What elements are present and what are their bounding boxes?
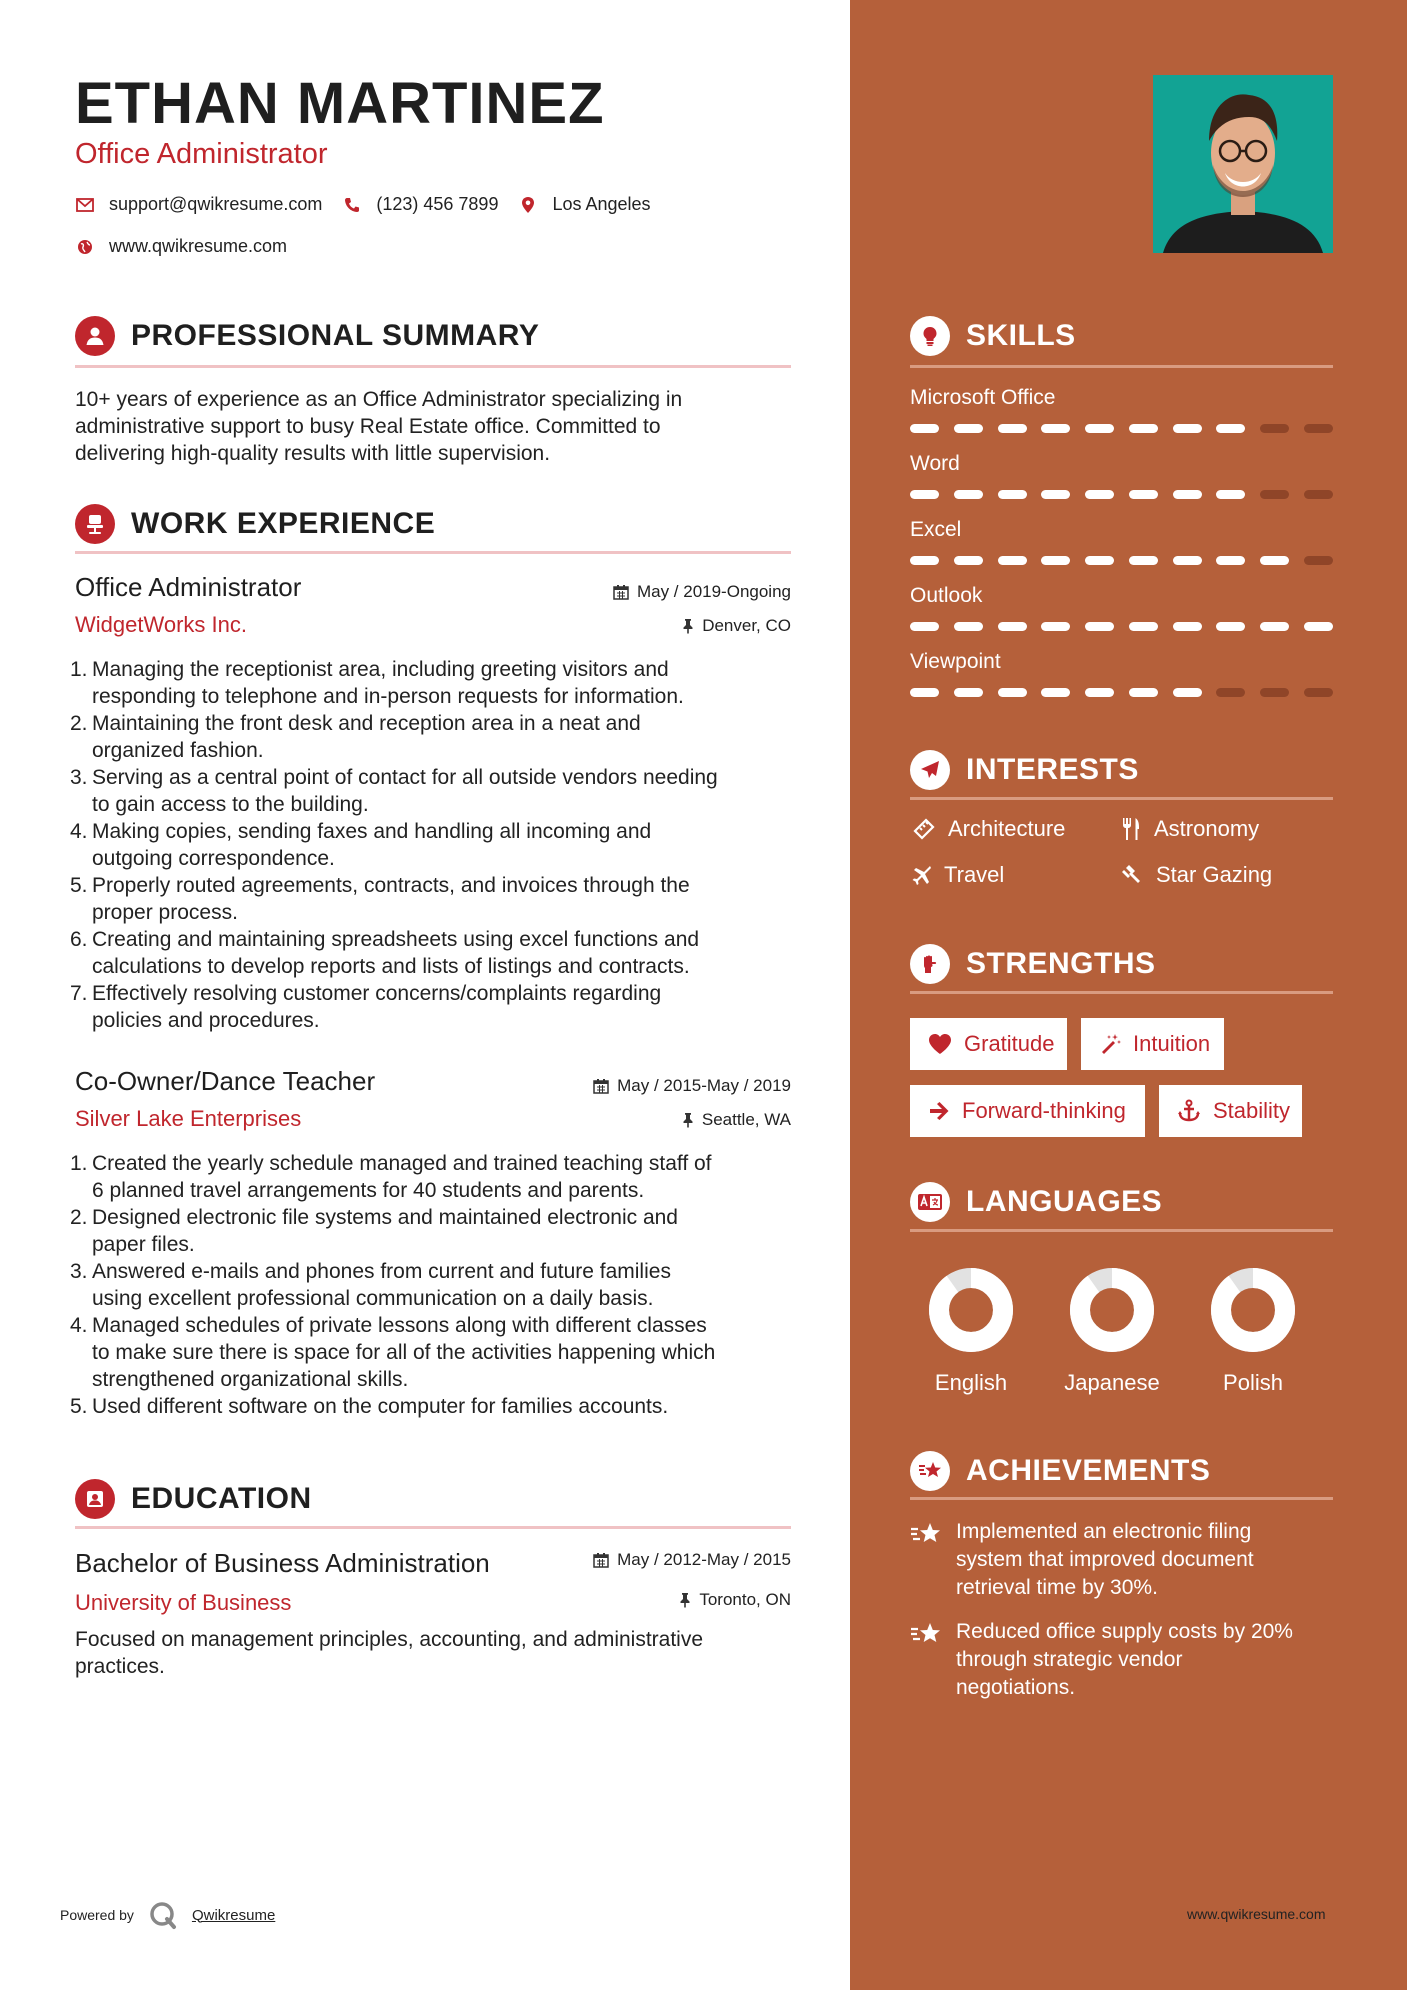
skill-dash-filled: [1129, 556, 1158, 565]
skill-dash-filled: [1216, 556, 1245, 565]
calendar-icon: [613, 584, 629, 600]
achievements-heading-label: ACHIEVEMENTS: [966, 1454, 1211, 1487]
translate-icon: [910, 1182, 950, 1222]
summary-line: administrative support to busy Real Estate office. Committed to: [75, 415, 661, 438]
job-company: Silver Lake Enterprises: [75, 1106, 302, 1131]
summary-line: delivering high-quality results with little supervision.: [75, 442, 551, 465]
interests-heading-label: INTERESTS: [966, 753, 1139, 786]
skill-dash-filled: [1173, 424, 1202, 433]
strength-tag: [1159, 1085, 1302, 1137]
strengths-divider: [910, 991, 1333, 994]
skill-dash-filled: [1085, 622, 1114, 631]
skill-dash-filled: [1173, 556, 1202, 565]
skills-heading-label: SKILLS: [966, 319, 1076, 352]
user-icon: [75, 316, 115, 356]
achievement-line: Implemented an electronic filing: [956, 1520, 1252, 1543]
list-item: 5. Properly routed agreements, contracts, and invoices through the proper process.: [70, 874, 690, 924]
job-dates: [593, 1076, 791, 1096]
skill-dash-filled: [1304, 622, 1333, 631]
strength-tag: [1081, 1018, 1224, 1070]
education-dates: [593, 1550, 791, 1570]
list-item: 3. Answered e-mails and phones from current and future families using excellent professional communication on a daily basis.: [70, 1260, 671, 1310]
achievement-line: through strategic vendor: [956, 1648, 1183, 1671]
achievement-item: [910, 1618, 1333, 1702]
education-description: [75, 1626, 791, 1680]
skill-dash-filled: [998, 556, 1027, 565]
interests-divider: [910, 797, 1333, 800]
skill-dash-filled: [1085, 688, 1114, 697]
skill-dash-filled: [1085, 490, 1114, 499]
experience-divider: [75, 551, 791, 554]
skill-dash-filled: [998, 688, 1027, 697]
skill-dash-empty: [1216, 688, 1245, 697]
contact-phone[interactable]: [342, 194, 498, 215]
summary-divider: [75, 365, 791, 368]
job-company: WidgetWorks Inc.: [75, 612, 247, 637]
skill-dash-filled: [1260, 556, 1289, 565]
list-item: 3. Serving as a central point of contact for all outside vendors needing to gain access to the building.: [70, 766, 718, 816]
footer-site[interactable]: www.qwikresume.com: [1187, 1906, 1326, 1922]
skill-dash-filled: [1260, 622, 1289, 631]
skill-level-bar: [910, 490, 1333, 500]
job-dates-text: May / 2019-Ongoing: [636, 582, 791, 601]
interest-label: Star Gazing: [1156, 862, 1273, 887]
qwikresume-logo-icon: [148, 1900, 178, 1930]
skill-dash-filled: [954, 688, 983, 697]
skill-dash-filled: [1085, 424, 1114, 433]
skill-level-bar: [910, 556, 1333, 566]
calendar-icon: [593, 1552, 609, 1568]
skill-dash-filled: [1216, 424, 1245, 433]
skill-level-bar: [910, 688, 1333, 698]
interest-label: Travel: [944, 862, 1005, 887]
achievement-line: Reduced office supply costs by 20%: [956, 1620, 1293, 1643]
powered-by-text: Powered by: [60, 1907, 134, 1923]
anchor-icon: [1177, 1099, 1201, 1123]
pushpin-icon: [682, 618, 694, 634]
list-item: 5. Used different software on the computer for families accounts.: [70, 1395, 669, 1418]
skill-dash-filled: [1085, 556, 1114, 565]
skill-dash-filled: [998, 490, 1027, 499]
list-item: 2. Maintaining the front desk and reception area in a neat and organized fashion.: [70, 712, 641, 762]
skill-level-bar: [910, 622, 1333, 632]
education-line: Focused on management principles, accounting, and administrative: [75, 1628, 704, 1651]
location-text: Los Angeles: [552, 194, 651, 214]
lightbulb-icon: [910, 316, 950, 356]
skill-dash-empty: [1304, 556, 1333, 565]
phone-icon: [342, 195, 362, 215]
education-heading: [75, 1477, 791, 1521]
languages-heading-label: LANGUAGES: [966, 1185, 1163, 1218]
skill-dash-empty: [1260, 424, 1289, 433]
experience-heading: [75, 502, 791, 546]
summary-line: 10+ years of experience as an Office Administrator specializing in: [75, 388, 683, 411]
phone-text: (123) 456 7899: [376, 194, 499, 214]
skill-dash-filled: [998, 622, 1027, 631]
job-title: Office Administrator: [75, 572, 302, 602]
languages-divider: [910, 1229, 1333, 1232]
language-name: Polish: [1223, 1370, 1283, 1395]
ring-fill: [939, 1278, 1003, 1342]
education-line: practices.: [75, 1655, 165, 1678]
job-location: [682, 1110, 791, 1130]
interest-label: Architecture: [948, 816, 1066, 841]
interest-item: [912, 862, 1004, 888]
star-burst-icon: [910, 1518, 956, 1602]
skill-dash-filled: [1041, 556, 1070, 565]
language-level-ring: [928, 1267, 1014, 1353]
gavel-icon: [1120, 863, 1144, 887]
skill-name: Outlook: [910, 584, 983, 607]
skill-dash-filled: [954, 622, 983, 631]
fist-icon: [910, 944, 950, 984]
skill-dash-filled: [1041, 490, 1070, 499]
skills-heading: [910, 314, 1333, 358]
skill-dash-filled: [910, 556, 939, 565]
school-name: University of Business: [75, 1590, 292, 1615]
skill-level-bar: [910, 424, 1333, 434]
ring-fill: [1221, 1278, 1285, 1342]
heart-icon: [928, 1033, 952, 1055]
qwikresume-link[interactable]: Qwikresume: [191, 1906, 276, 1924]
achievements-divider: [910, 1497, 1333, 1500]
paper-plane-icon: [910, 750, 950, 790]
achievement-line: system that improved document: [956, 1548, 1254, 1571]
interest-label: Astronomy: [1154, 816, 1260, 841]
list-item: 6. Creating and maintaining spreadsheets using excel functions and calculations to develop reports and lists of listings and contracts.: [70, 928, 700, 978]
pushpin-icon: [682, 1112, 694, 1128]
skill-dash-filled: [954, 490, 983, 499]
skill-dash-filled: [910, 424, 939, 433]
education-location: [679, 1590, 791, 1610]
star-badge-icon: [910, 1451, 950, 1491]
envelope-icon: [75, 195, 95, 215]
skill-dash-empty: [1260, 490, 1289, 499]
strength-label: Gratitude: [964, 1031, 1055, 1056]
skill-dash-empty: [1304, 490, 1333, 499]
strength-label: Intuition: [1133, 1031, 1211, 1056]
skill-dash-filled: [1173, 622, 1202, 631]
utensils-icon: [1120, 817, 1142, 841]
candidate-name: ETHAN MARTINEZ: [75, 71, 605, 136]
strengths-heading-label: STRENGTHS: [966, 947, 1156, 980]
skill-dash-filled: [1041, 688, 1070, 697]
education-location-text: Toronto, ON: [699, 1590, 791, 1609]
language-level-ring: [1069, 1267, 1155, 1353]
language-level-ring: [1210, 1267, 1296, 1353]
interest-item: [1120, 816, 1259, 842]
job-location-text: Seattle, WA: [701, 1110, 791, 1129]
skill-name: Viewpoint: [910, 650, 1001, 673]
list-item: 7. Effectively resolving customer concerns/complaints regarding policies and procedures.: [70, 982, 662, 1032]
summary-heading-label: PROFESSIONAL SUMMARY: [131, 319, 540, 352]
list-item: 4. Managed schedules of private lessons along with different classes to make sure there is space for all of the activities happening which strengthened organizational skills.: [70, 1314, 716, 1391]
job-duties-list: [70, 656, 794, 1034]
skill-dash-filled: [998, 424, 1027, 433]
star-burst-icon: [910, 1618, 956, 1702]
profile-photo: [1153, 75, 1333, 253]
education-divider: [75, 1526, 791, 1529]
achievements-heading: [910, 1449, 1333, 1493]
job-title: Co-Owner/Dance Teacher: [75, 1066, 376, 1096]
skills-divider: [910, 365, 1333, 368]
interest-item: [912, 816, 1065, 842]
skill-dash-filled: [1129, 688, 1158, 697]
skill-dash-filled: [954, 424, 983, 433]
achievement-item: [910, 1518, 1333, 1602]
job-title-header: Office Administrator: [75, 138, 328, 170]
education-heading-label: EDUCATION: [131, 1482, 312, 1515]
skill-dash-filled: [1216, 622, 1245, 631]
list-item: 4. Making copies, sending faxes and handling all incoming and outgoing correspondence.: [70, 820, 652, 870]
skill-dash-filled: [910, 688, 939, 697]
footer-powered-by: [60, 1900, 275, 1930]
graduate-icon: [75, 1479, 115, 1519]
job-duties-list: [70, 1150, 794, 1420]
arrow-right-icon: [928, 1101, 950, 1121]
map-pin-icon: [518, 195, 538, 215]
skill-dash-filled: [1041, 424, 1070, 433]
skill-dash-filled: [1041, 622, 1070, 631]
pushpin-icon: [679, 1592, 691, 1608]
list-item: 1. Created the yearly schedule managed and trained teaching staff of 6 planned travel arrangements for 40 students and parents.: [70, 1152, 712, 1202]
skill-dash-filled: [1173, 688, 1202, 697]
skill-dash-empty: [1260, 688, 1289, 697]
skill-dash-filled: [910, 490, 939, 499]
skill-dash-filled: [910, 622, 939, 631]
plane-icon: [912, 865, 932, 885]
skill-dash-empty: [1304, 688, 1333, 697]
experience-heading-label: WORK EXPERIENCE: [131, 507, 436, 540]
job-dates: [613, 582, 791, 602]
strength-tag: [910, 1018, 1067, 1070]
skill-name: Word: [910, 452, 960, 475]
skill-name: Excel: [910, 518, 962, 541]
interest-item: [1120, 862, 1272, 888]
calendar-icon: [593, 1078, 609, 1094]
languages-heading: [910, 1180, 1333, 1224]
strength-label: Stability: [1213, 1098, 1291, 1123]
skill-name: Microsoft Office: [910, 386, 1056, 409]
degree-title: Bachelor of Business Administration: [75, 1548, 490, 1578]
achievement-line: retrieval time by 30%.: [956, 1576, 1158, 1599]
contact-location: [518, 194, 650, 215]
website-text: www.qwikresume.com: [109, 236, 288, 256]
skill-dash-filled: [1129, 490, 1158, 499]
job-location-text: Denver, CO: [702, 616, 791, 635]
email-text: support@qwikresume.com: [109, 194, 323, 214]
globe-icon: [75, 237, 95, 257]
strength-label: Forward-thinking: [962, 1098, 1126, 1123]
education-dates-text: May / 2012-May / 2015: [617, 1550, 791, 1569]
summary-heading: [75, 314, 791, 358]
contact-website[interactable]: [75, 236, 287, 257]
list-item: 2. Designed electronic file systems and maintained electronic and paper files.: [70, 1206, 678, 1256]
skill-dash-filled: [1216, 490, 1245, 499]
office-chair-icon: [75, 504, 115, 544]
achievement-line: negotiations.: [956, 1676, 1076, 1699]
skill-dash-filled: [1129, 424, 1158, 433]
contact-email[interactable]: [75, 194, 322, 215]
contact-row: [75, 194, 671, 215]
strengths-heading: [910, 942, 1333, 986]
skill-dash-filled: [1129, 622, 1158, 631]
skill-dash-empty: [1304, 424, 1333, 433]
ruler-icon: [912, 817, 936, 841]
job-location: [682, 616, 791, 636]
summary-text: [75, 386, 791, 467]
ring-fill: [1080, 1278, 1144, 1342]
interests-heading: [910, 748, 1333, 792]
job-dates-text: May / 2015-May / 2019: [617, 1076, 791, 1095]
language-name: Japanese: [1064, 1370, 1160, 1395]
magic-wand-icon: [1099, 1033, 1121, 1055]
skill-dash-filled: [954, 556, 983, 565]
language-name: English: [934, 1370, 1008, 1395]
list-item: 1. Managing the receptionist area, including greeting visitors and responding to telephone and in-person requests for information.: [70, 658, 684, 708]
skill-dash-filled: [1173, 490, 1202, 499]
strength-tag: [910, 1085, 1145, 1137]
